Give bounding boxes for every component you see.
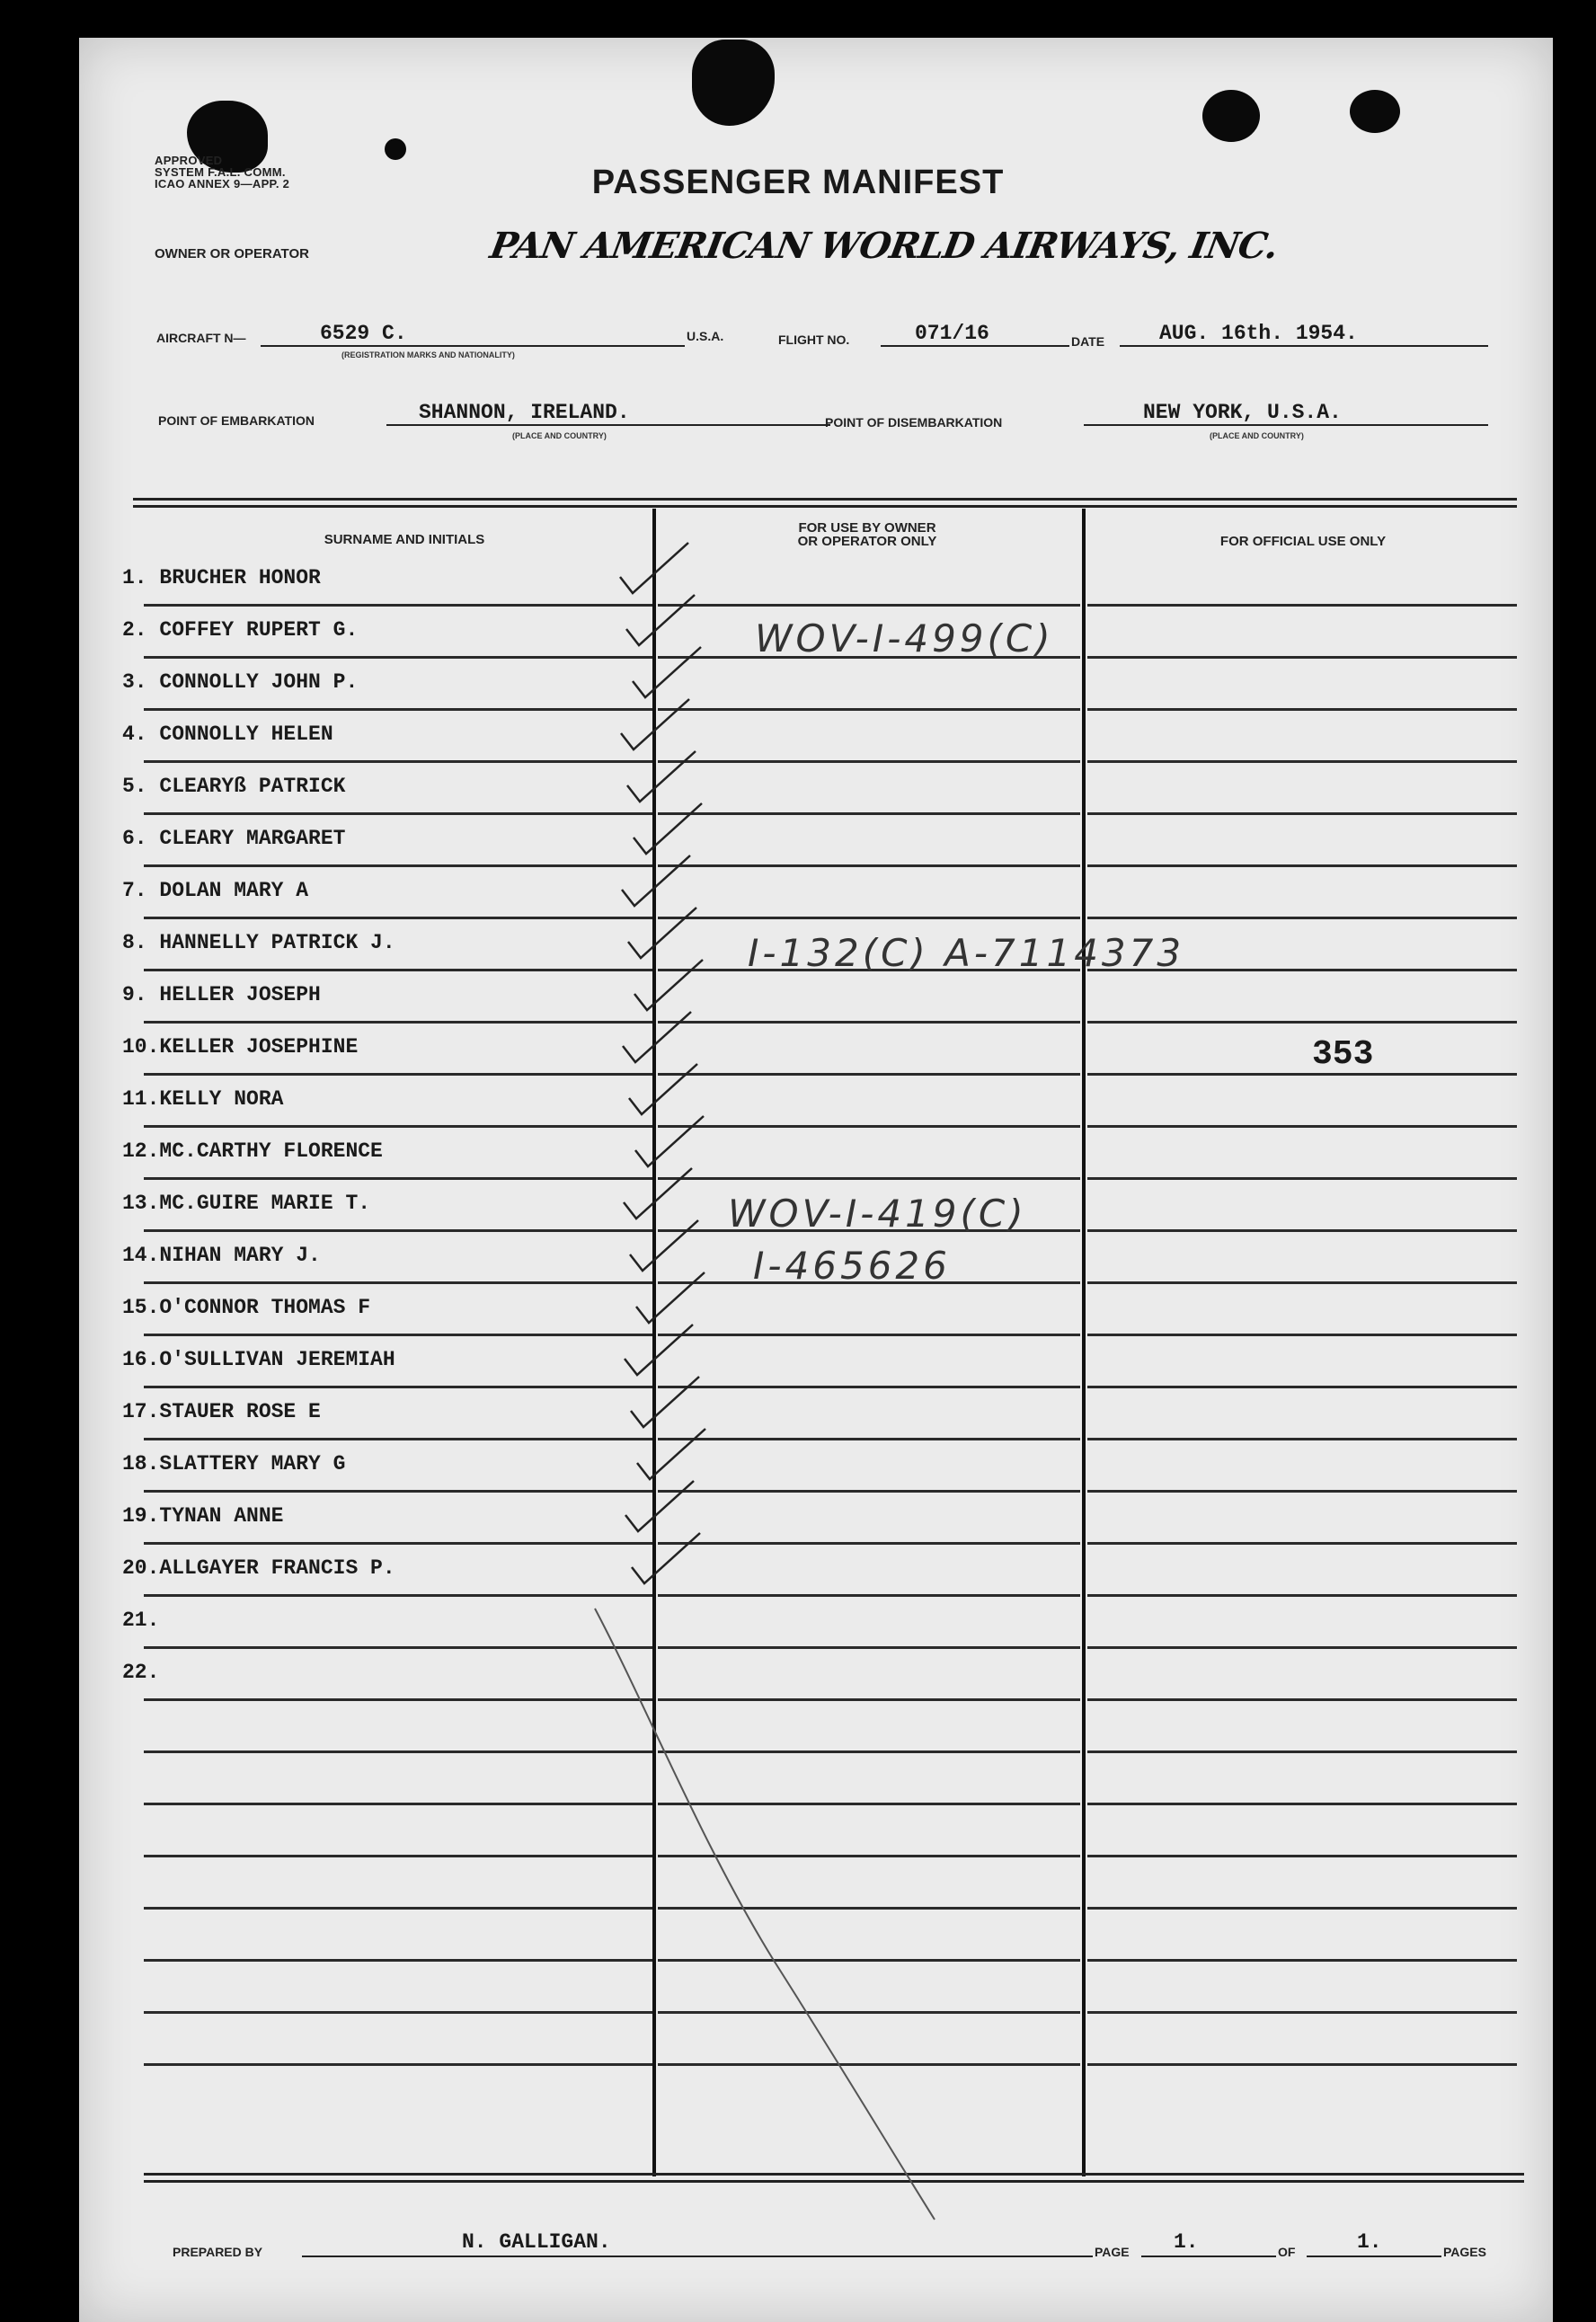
ruled-line: [658, 1490, 1080, 1493]
ruled-line: [658, 1125, 1080, 1128]
ruled-line: [1087, 1594, 1517, 1597]
ruled-line: [1087, 1073, 1517, 1076]
ruled-line: [1087, 917, 1517, 919]
passenger-row-text: 20.ALLGAYER FRANCIS P.: [122, 1556, 395, 1580]
ruled-line: [144, 1959, 652, 1962]
ruled-line: [144, 1542, 652, 1545]
embarkation-caption: (PLACE AND COUNTRY): [512, 431, 607, 440]
ruled-line: [1087, 1907, 1517, 1910]
ruled-line: [658, 864, 1080, 867]
ruled-line: [1087, 1125, 1517, 1128]
embarkation-value: SHANNON, IRELAND.: [419, 401, 630, 424]
punch-hole-small: [385, 138, 406, 160]
ruled-line: [1087, 1959, 1517, 1962]
flight-label: FLIGHT NO.: [778, 332, 850, 347]
ruled-line: [1087, 1698, 1517, 1701]
ruled-line: [658, 812, 1080, 815]
ruled-line: [658, 1646, 1080, 1649]
aircraft-label: AIRCRAFT N—: [156, 331, 246, 345]
ruled-line: [144, 917, 652, 919]
passenger-row-text: 21.: [122, 1609, 160, 1632]
punch-hole-right-2: [1350, 90, 1400, 133]
ruled-line: [144, 1021, 652, 1024]
ruled-line: [144, 1229, 652, 1232]
ruled-line: [1087, 1438, 1517, 1440]
ruled-line: [144, 1281, 652, 1284]
ruled-line: [144, 969, 652, 971]
ruled-line: [144, 1594, 652, 1597]
ruled-line: [144, 656, 652, 659]
ruled-line: [658, 1594, 1080, 1597]
ruled-line: [144, 1646, 652, 1649]
disembarkation-caption: (PLACE AND COUNTRY): [1210, 431, 1304, 440]
ruled-line: [144, 1386, 652, 1388]
passenger-row-text: 15.O'CONNOR THOMAS F: [122, 1296, 371, 1319]
ruled-line: [658, 1907, 1080, 1910]
passenger-row-text: 2. COFFEY RUPERT G.: [122, 618, 359, 642]
col-header-owner-line-2: OR OPERATOR ONLY: [797, 534, 937, 549]
col-header-official: FOR OFFICIAL USE ONLY: [1219, 534, 1387, 549]
handwritten-visa-row-8: I-132(C) A-7114373: [748, 931, 1185, 975]
handwritten-visa-row-14: I-465626: [753, 1244, 951, 1288]
passenger-row-text: 8. HANNELLY PATRICK J.: [122, 931, 395, 954]
ruled-line: [658, 760, 1080, 763]
ruled-line: [144, 1490, 652, 1493]
ruled-line: [1087, 1281, 1517, 1284]
registration-caption: (REGISTRATION MARKS AND NATIONALITY): [341, 350, 515, 359]
date-value: AUG. 16th. 1954.: [1159, 322, 1358, 345]
passenger-row-text: 12.MC.CARTHY FLORENCE: [122, 1139, 383, 1163]
ruled-line: [658, 917, 1080, 919]
ruled-line: [144, 1855, 652, 1857]
ruled-line: [1087, 1334, 1517, 1336]
passenger-row-text: 1. BRUCHER HONOR: [122, 566, 321, 589]
usa-label: U.S.A.: [687, 329, 724, 343]
ruled-line: [1087, 2011, 1517, 2014]
page-label: PAGE: [1095, 2245, 1130, 2259]
ruled-line: [144, 1698, 652, 1701]
ruled-line: [658, 604, 1080, 607]
ruled-line: [658, 1803, 1080, 1805]
owner-label: OWNER OR OPERATOR: [155, 246, 309, 261]
handwritten-visa-row-2: WOV-I-499(C): [755, 616, 1054, 660]
date-label: DATE: [1071, 334, 1105, 349]
ruled-line: [144, 1177, 652, 1180]
ruled-line: [658, 1386, 1080, 1388]
embarkation-underline: [386, 424, 830, 426]
passenger-row-text: 11.KELLY NORA: [122, 1087, 284, 1111]
page-underline: [1141, 2256, 1276, 2257]
ruled-line: [1087, 1021, 1517, 1024]
page-value: 1.: [1174, 2230, 1199, 2254]
passenger-row-text: 18.SLATTERY MARY G: [122, 1452, 346, 1476]
ruled-line: [658, 1698, 1080, 1701]
ruled-line: [1087, 1646, 1517, 1649]
disembarkation-underline: [1084, 424, 1488, 426]
ruled-line: [144, 2011, 652, 2014]
flight-value: 071/16: [915, 322, 989, 345]
ruled-line: [144, 708, 652, 711]
ruled-line: [1087, 1803, 1517, 1805]
ruled-line: [144, 604, 652, 607]
ruled-line: [1087, 1750, 1517, 1753]
table-bottom-rule-2: [144, 2180, 1524, 2183]
ruled-line: [144, 1803, 652, 1805]
ruled-line: [144, 812, 652, 815]
ruled-line: [1087, 1386, 1517, 1388]
table-bottom-rule: [144, 2173, 1524, 2176]
aircraft-value: 6529 C.: [320, 322, 407, 345]
ruled-line: [1087, 1542, 1517, 1545]
ruled-line: [144, 1907, 652, 1910]
table-top-rule: [133, 498, 1517, 501]
passenger-row-text: 17.STAUER ROSE E: [122, 1400, 321, 1423]
passenger-row-text: 5. CLEARYß PATRICK: [122, 775, 346, 798]
ruled-line: [1087, 864, 1517, 867]
date-underline: [1120, 345, 1488, 347]
passenger-row-text: 22.: [122, 1661, 160, 1684]
ruled-line: [144, 1073, 652, 1076]
ruled-line: [658, 1438, 1080, 1440]
embarkation-label: POINT OF EMBARKATION: [158, 413, 315, 428]
passenger-row-text: 13.MC.GUIRE MARIE T.: [122, 1192, 371, 1215]
ruled-line: [144, 1125, 652, 1128]
manifest-sheet: [79, 38, 1553, 2322]
ruled-line: [1087, 812, 1517, 815]
ruled-line: [1087, 1229, 1517, 1232]
ruled-line: [658, 1542, 1080, 1545]
ruled-line: [1087, 760, 1517, 763]
passenger-row-text: 4. CONNOLLY HELEN: [122, 722, 333, 746]
passenger-row-text: 3. CONNOLLY JOHN P.: [122, 670, 359, 694]
ruled-line: [658, 1334, 1080, 1336]
approval-line-3: ICAO ANNEX 9—APP. 2: [155, 177, 290, 191]
passenger-row-text: 16.O'SULLIVAN JEREMIAH: [122, 1348, 395, 1371]
disembarkation-label: POINT OF DISEMBARKATION: [825, 415, 1003, 430]
of-label: OF: [1278, 2245, 1296, 2259]
ruled-line: [1087, 1177, 1517, 1180]
ruled-line: [1087, 1855, 1517, 1857]
aircraft-underline: [261, 345, 685, 347]
ruled-line: [658, 1073, 1080, 1076]
ruled-line: [1087, 656, 1517, 659]
passenger-row-text: 9. HELLER JOSEPH: [122, 983, 321, 1006]
ruled-line: [144, 1334, 652, 1336]
ruled-line: [1087, 708, 1517, 711]
passenger-row-text: 6. CLEARY MARGARET: [122, 827, 346, 850]
table-top-rule-2: [133, 505, 1517, 508]
ruled-line: [658, 2011, 1080, 2014]
passenger-row-text: 10.KELLER JOSEPHINE: [122, 1035, 359, 1059]
ruled-line: [1087, 604, 1517, 607]
page-title: PASSENGER MANIFEST: [591, 164, 1005, 201]
ruled-line: [144, 760, 652, 763]
prepared-by-label: PREPARED BY: [173, 2245, 263, 2259]
passenger-row-text: 14.NIHAN MARY J.: [122, 1244, 321, 1267]
passenger-row-text: 7. DOLAN MARY A: [122, 879, 309, 902]
ruled-line: [658, 708, 1080, 711]
ruled-line: [658, 2063, 1080, 2066]
ruled-line: [658, 1959, 1080, 1962]
ruled-line: [144, 2063, 652, 2066]
airline-name: PAN AMERICAN WORLD AIRWAYS, INC.: [486, 225, 1281, 267]
punch-hole-right-1: [1202, 90, 1260, 142]
passenger-row-text: 19.TYNAN ANNE: [122, 1504, 284, 1528]
of-underline: [1307, 2256, 1441, 2257]
ruled-line: [658, 1750, 1080, 1753]
col-header-surname: SURNAME AND INITIALS: [324, 532, 485, 547]
ruled-line: [658, 1855, 1080, 1857]
handwritten-visa-row-13: WOV-I-419(C): [728, 1192, 1027, 1236]
ruled-line: [658, 1021, 1080, 1024]
col-header-owner-use: [683, 521, 1051, 548]
column-divider-1: [652, 509, 656, 2176]
official-number-row-10: 353: [1312, 1035, 1374, 1074]
prepared-by-underline: [302, 2256, 1093, 2257]
ruled-line: [1087, 1490, 1517, 1493]
approval-line-2: SYSTEM F.A.L. COMM.: [155, 165, 286, 179]
ruled-line: [144, 1438, 652, 1440]
ruled-line: [144, 1750, 652, 1753]
disembarkation-value: NEW YORK, U.S.A.: [1143, 401, 1342, 424]
col-header-owner-line-1: FOR USE BY OWNER: [798, 520, 936, 536]
ruled-line: [144, 864, 652, 867]
ruled-line: [1087, 2063, 1517, 2066]
flight-underline: [881, 345, 1069, 347]
approval-line-1: APPROVED: [155, 154, 223, 167]
prepared-by-value: N. GALLIGAN.: [462, 2230, 611, 2254]
pages-label: PAGES: [1443, 2245, 1486, 2259]
column-divider-2: [1082, 509, 1086, 2176]
ruled-line: [658, 1177, 1080, 1180]
of-value: 1.: [1357, 2230, 1382, 2254]
